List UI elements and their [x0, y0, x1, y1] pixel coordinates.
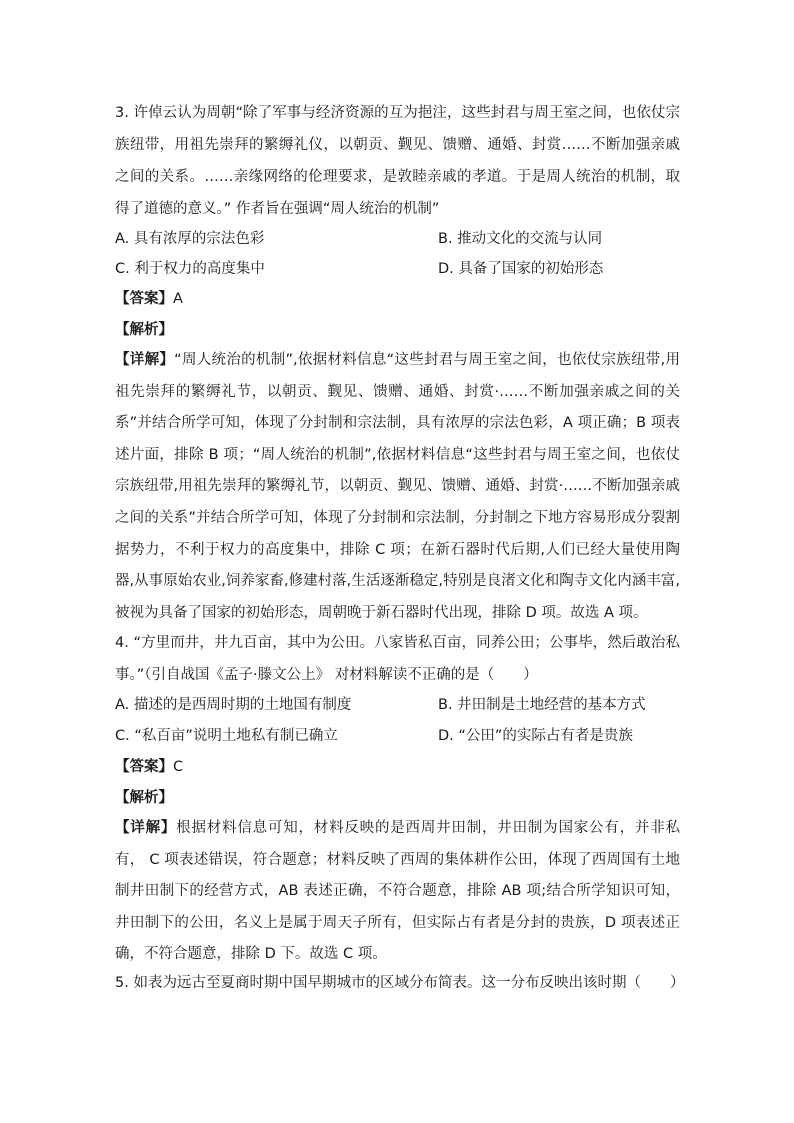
- q4-option-d[interactable]: D. “公田”的实际占有者是贵族: [438, 728, 633, 744]
- question-4-stem: 4. “方里而井，井九百亩，其中为公田。八家皆私百亩，同养公田；公事毕，然后敢治私事。”（引自战国《孟子·滕文公上》 对材料解读不正确的是（ ）: [115, 635, 680, 683]
- q4-option-b[interactable]: B. 井田制是土地经营的基本方式: [438, 697, 646, 713]
- question-3-options-row-2: [115, 256, 715, 282]
- q4-option-c[interactable]: C. “私百亩”说明土地私有制已确立: [115, 728, 338, 744]
- q3-answer-label: 【答案】: [115, 291, 173, 307]
- question-3-options-row-1: [115, 226, 715, 252]
- q4-option-a[interactable]: A. 描述的是西周时期的土地国有制度: [115, 697, 352, 713]
- q3-option-b[interactable]: B. 推动文化的交流与认同: [438, 231, 603, 247]
- q4-answer-value: C: [173, 759, 184, 775]
- q3-analysis-label: 【解析】: [115, 322, 173, 338]
- q4-detail-label: 【详解】: [115, 820, 177, 836]
- q4-detail: [115, 813, 680, 971]
- q3-detail-text: “周人统治的机制”,依据材料信息“这些封君与周王室之间，也依仗宗族纽带,用祖先崇拜的繁缛礼节，以朝贡、觐见、馈赠、通婚、封赏·……不断加强亲戚之间的关系”并结合所学可知，体现了分封制和宗法制，具有浓厚的宗法色彩，A 项正确；B 项表述片面，排除 B 项；“周人统治的机制”,依据材料信息“这些封君与周王室之间，也依仗宗族纽带,用祖先崇拜的繁缛礼节，以朝贡、觐见、馈赠、通婚、封赏·……不断加强亲戚之间的关系”并结合所学可知，体现了分封制和宗法制，分封制之下地方容易形成分裂割据势力，不利于权力的高度集中，排除 C 项；在新石器时代后期,人们已经大量使用陶器,从事原始农业,饲养家畜,修建村落,生活逐渐稳定,特别是良渚文化和陶寺文化内涵丰富,被视为具备了国家的初始形态，周朝晚于新石器时代出现，排除 D 项。故选 A 项。: [115, 352, 680, 621]
- q4-answer: [115, 754, 183, 780]
- q4-detail-text: 根据材料信息可知，材料反映的是西周井田制，井田制为国家公有，并非私有， C 项表述错误，符合题意；材料反映了西周的集体耕作公田，体现了西周国有土地制井田制下的经营方式，AB 表述正确，不符合题意，排除 AB 项;结合所学知识可知，井田制下的公田，名义上是属于周天子所有，但实际占有者是分封的贵族，D 项表述正确，不符合题意，排除 D 下。故选 C 项。: [115, 820, 681, 963]
- q4-analysis-heading: [115, 785, 173, 811]
- q3-option-d[interactable]: D. 具备了国家的初始形态: [438, 261, 604, 277]
- question-5-stem: 5. 如表为远古至夏商时期中国早期城市的区域分布简表。这一分布反映出该时期（ ）: [115, 975, 685, 991]
- q3-answer: [115, 286, 183, 312]
- q3-detail-label: 【详解】: [115, 352, 175, 368]
- question-4-options-row-2: [115, 723, 715, 749]
- q3-option-c[interactable]: C. 利于权力的高度集中: [115, 261, 265, 277]
- q4-analysis-label: 【解析】: [115, 790, 173, 806]
- q3-analysis-heading: [115, 317, 173, 343]
- question-4-options-row-1: [115, 692, 715, 718]
- q3-detail: [115, 345, 680, 629]
- q3-option-a[interactable]: A. 具有浓厚的宗法色彩: [115, 231, 265, 247]
- q4-answer-label: 【答案】: [115, 759, 173, 775]
- question-3-stem: 3. 许倬云认为周朝“除了军事与经济资源的互为挹注，这些封君与周王室之间，也依仗宗族纽带，用祖先崇拜的繁缛礼仪，以朝贡、觐见、馈赠、通婚、封赏……不断加强亲戚之间的关系。……亲缘网络的伦理要求，是敦睦亲戚的孝道。于是周人统治的机制，取得了道德的意义。” 作者旨在强调“周人统治的机制”: [115, 105, 680, 217]
- q3-answer-value: A: [173, 291, 183, 307]
